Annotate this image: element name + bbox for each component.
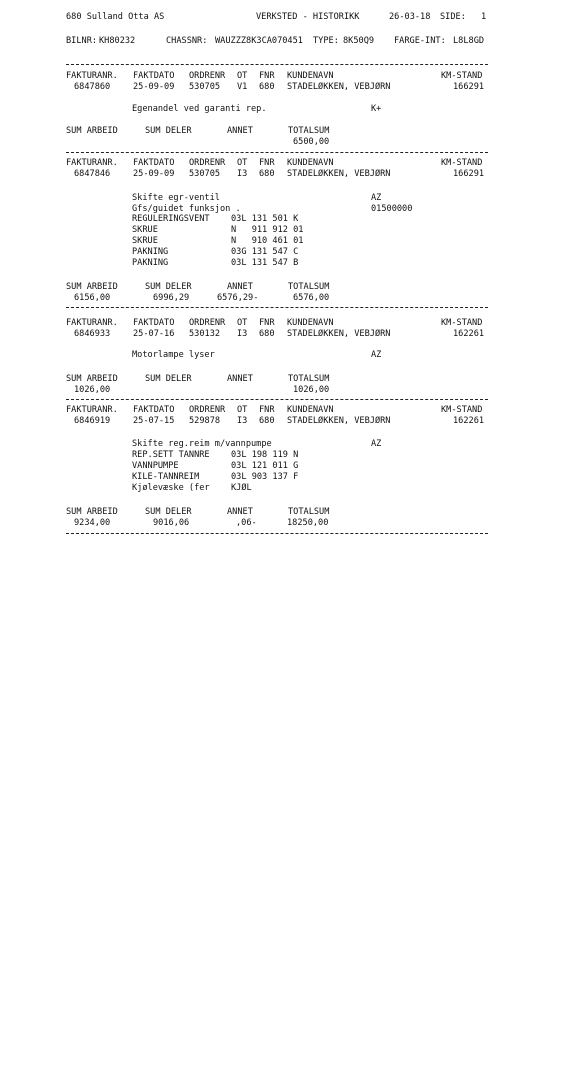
sum-arbeid-value: 9234,00 <box>74 518 111 528</box>
totalsum-label: TOTALSUM <box>288 507 330 517</box>
part-name: SKRUE <box>132 236 158 246</box>
sum-deler-value: 6996,29 <box>153 293 190 303</box>
part-name: SKRUE <box>132 225 158 235</box>
job-code: AZ <box>371 350 382 360</box>
order-type: V1 <box>237 82 248 92</box>
report-title: VERKSTED - HISTORIKK <box>256 12 360 22</box>
invoice-date: 25-07-15 <box>133 416 175 426</box>
col-fnr: FNR <box>259 158 275 168</box>
job-description: Skifte egr-ventil <box>132 193 220 203</box>
totalsum-label: TOTALSUM <box>288 282 330 292</box>
part-name: REGULERINGSVENT <box>132 214 210 224</box>
totalsum-label: TOTALSUM <box>288 374 330 384</box>
job-description-2: Gfs/guidet funksjon . <box>132 204 241 214</box>
invoice-date: 25-09-09 <box>133 169 175 179</box>
type-value: 8K50Q9 <box>343 36 375 46</box>
chassnr-value: WAUZZZ8K3CA070451 <box>215 36 303 46</box>
col-ot: OT <box>237 405 248 415</box>
annet-value: ,06- <box>236 518 257 528</box>
part-name: VANNPUMPE <box>132 461 179 471</box>
annet-value: 6576,29- <box>217 293 259 303</box>
sum-arbeid-label: SUM ARBEID <box>66 126 118 136</box>
col-ot: OT <box>237 318 248 328</box>
invoice-number: 6847860 <box>74 82 111 92</box>
sum-arbeid-label: SUM ARBEID <box>66 282 118 292</box>
part-number: 03L 131 501 K <box>231 214 299 224</box>
col-fakturanr: FAKTURANR. <box>66 318 118 328</box>
company-name: 680 Sulland Otta AS <box>66 12 165 22</box>
sum-deler-label: SUM DELER <box>145 282 192 292</box>
bilnr-value: KH80232 <box>99 36 136 46</box>
totalsum-value: 1026,00 <box>293 385 330 395</box>
annet-label: ANNET <box>227 507 253 517</box>
col-kmstand: KM-STAND <box>441 71 483 81</box>
order-number: 530705 <box>189 169 221 179</box>
col-ot: OT <box>237 71 248 81</box>
col-fakturanr: FAKTURANR. <box>66 158 118 168</box>
order-type: I3 <box>237 169 248 179</box>
order-number: 529878 <box>189 416 221 426</box>
km-value: 166291 <box>453 82 485 92</box>
part-number: N 911 912 01 <box>231 225 304 235</box>
fnr-value: 680 <box>259 169 275 179</box>
col-fnr: FNR <box>259 405 275 415</box>
part-name: KILE-TANNREIM <box>132 472 200 482</box>
bilnr-label: BILNR: <box>66 36 98 46</box>
part-number: 03L 131 547 B <box>231 258 299 268</box>
col-fakturanr: FAKTURANR. <box>66 405 118 415</box>
job-description: Motorlampe lyser <box>132 350 215 360</box>
col-fnr: FNR <box>259 71 275 81</box>
type-label: TYPE: <box>313 36 339 46</box>
invoice-date: 25-07-16 <box>133 329 175 339</box>
sum-deler-label: SUM DELER <box>145 507 192 517</box>
col-kundenavn: KUNDENAVN <box>287 71 334 81</box>
report-date: 26-03-18 <box>389 12 431 22</box>
sum-deler-value: 9016,06 <box>153 518 190 528</box>
part-number: KJØL <box>231 483 252 493</box>
col-fnr: FNR <box>259 318 275 328</box>
km-value: 162261 <box>453 329 485 339</box>
fnr-value: 680 <box>259 329 275 339</box>
totalsum-value: 6500,00 <box>293 137 330 147</box>
order-number: 530705 <box>189 82 221 92</box>
col-kundenavn: KUNDENAVN <box>287 158 334 168</box>
order-type: I3 <box>237 416 248 426</box>
order-number: 530132 <box>189 329 221 339</box>
totalsum-label: TOTALSUM <box>288 126 330 136</box>
part-number: 03L 121 011 G <box>231 461 299 471</box>
col-fakturanr: FAKTURANR. <box>66 71 118 81</box>
job-code: K+ <box>371 104 382 114</box>
part-number: 03L 903 137 F <box>231 472 299 482</box>
col-kmstand: KM-STAND <box>441 158 483 168</box>
farge-label: FARGE-INT: <box>394 36 446 46</box>
col-faktdato: FAKTDATO <box>133 405 175 415</box>
sum-arbeid-value: 1026,00 <box>74 385 111 395</box>
col-ordrenr: ORDRENR <box>189 318 226 328</box>
fnr-value: 680 <box>259 416 275 426</box>
section-divider <box>66 307 488 308</box>
invoice-date: 25-09-09 <box>133 82 175 92</box>
job-description: Egenandel ved garanti rep. <box>132 104 267 114</box>
order-type: I3 <box>237 329 248 339</box>
invoice-number: 6847846 <box>74 169 111 179</box>
totalsum-value: 18250,00 <box>287 518 329 528</box>
fnr-value: 680 <box>259 82 275 92</box>
col-ordrenr: ORDRENR <box>189 158 226 168</box>
km-value: 166291 <box>453 169 485 179</box>
section-divider <box>66 399 488 400</box>
part-name: REP.SETT TANNRE <box>132 450 210 460</box>
sum-deler-label: SUM DELER <box>145 374 192 384</box>
col-kundenavn: KUNDENAVN <box>287 405 334 415</box>
annet-label: ANNET <box>227 126 253 136</box>
sum-arbeid-label: SUM ARBEID <box>66 507 118 517</box>
invoice-number: 6846919 <box>74 416 111 426</box>
part-number: 03L 198 119 N <box>231 450 299 460</box>
section-divider <box>66 152 488 153</box>
section-divider <box>66 64 488 65</box>
totalsum-value: 6576,00 <box>293 293 330 303</box>
sum-arbeid-value: 6156,00 <box>74 293 111 303</box>
col-kmstand: KM-STAND <box>441 405 483 415</box>
part-number: N 910 461 01 <box>231 236 304 246</box>
page-number: 1 <box>481 12 487 22</box>
km-value: 162261 <box>453 416 485 426</box>
chassnr-label: CHASSNR: <box>166 36 208 46</box>
job-description: Skifte reg.reim m/vannpumpe <box>132 439 272 449</box>
col-ot: OT <box>237 158 248 168</box>
customer-name: STADELØKKEN, VEBJØRN <box>287 329 391 339</box>
col-faktdato: FAKTDATO <box>133 158 175 168</box>
customer-name: STADELØKKEN, VEBJØRN <box>287 169 391 179</box>
job-code: AZ <box>371 193 382 203</box>
sum-arbeid-label: SUM ARBEID <box>66 374 118 384</box>
col-faktdato: FAKTDATO <box>133 318 175 328</box>
sum-deler-label: SUM DELER <box>145 126 192 136</box>
customer-name: STADELØKKEN, VEBJØRN <box>287 416 391 426</box>
job-code-2: 01500000 <box>371 204 413 214</box>
part-name: Kjølevæske (fer <box>132 483 210 493</box>
part-name: PAKNING <box>132 247 169 257</box>
annet-label: ANNET <box>227 282 253 292</box>
job-code: AZ <box>371 439 382 449</box>
page-label: SIDE: <box>440 12 466 22</box>
farge-value: L8L8GD <box>453 36 485 46</box>
customer-name: STADELØKKEN, VEBJØRN <box>287 82 391 92</box>
annet-label: ANNET <box>227 374 253 384</box>
col-ordrenr: ORDRENR <box>189 71 226 81</box>
col-kmstand: KM-STAND <box>441 318 483 328</box>
col-faktdato: FAKTDATO <box>133 71 175 81</box>
part-number: 03G 131 547 C <box>231 247 299 257</box>
col-kundenavn: KUNDENAVN <box>287 318 334 328</box>
section-divider <box>66 533 488 534</box>
invoice-number: 6846933 <box>74 329 111 339</box>
part-name: PAKNING <box>132 258 169 268</box>
col-ordrenr: ORDRENR <box>189 405 226 415</box>
